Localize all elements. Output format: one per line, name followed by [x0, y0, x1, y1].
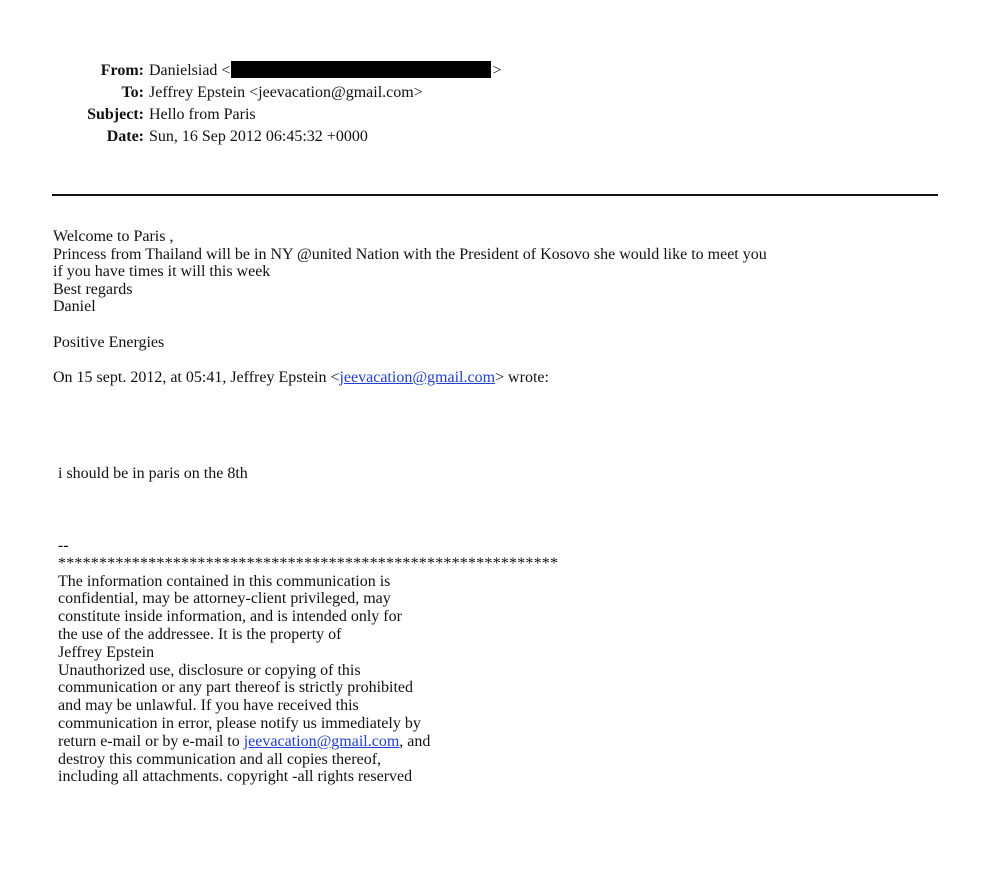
wrote-prefix: On 15 sept. 2012, at 05:41, Jeffrey Epstein <: [53, 369, 340, 386]
date-value: Sun, 16 Sep 2012 06:45:32 +0000: [149, 128, 368, 145]
star-divider: *************************************************************: [58, 554, 559, 572]
body-line: Welcome to Paris ,: [53, 228, 174, 245]
subject-value: Hello from Paris: [149, 106, 256, 123]
subject-label: Subject:: [87, 106, 144, 123]
disclaimer-line: The information contained in this communication is: [58, 572, 391, 590]
wrote-suffix: > wrote:: [495, 369, 549, 386]
disclaimer-line: destroy this communication and all copies thereof,: [58, 750, 382, 768]
date-label: Date:: [106, 128, 144, 145]
disclaimer-line: constitute inside information, and is intended only for: [58, 608, 402, 626]
disclaimer-block: [58, 537, 658, 786]
from-value-end: >: [492, 62, 502, 79]
body-line: Best regards: [53, 280, 133, 298]
email-link[interactable]: jeevacation@gmail.com: [339, 369, 496, 386]
disclaimer-line: and may be unlawful. If you have received this: [58, 697, 359, 715]
to-label: To:: [121, 84, 144, 101]
subject-row: [0, 104, 999, 126]
spacer: [53, 316, 953, 334]
from-label: From:: [100, 62, 144, 79]
from-row: [0, 60, 999, 82]
body-line: Princess from Thailand will be in NY @united Nation with the President of Kosovo she would like to meet you: [53, 245, 767, 263]
disclaimer-line: [58, 733, 658, 751]
to-row: [0, 82, 999, 104]
spacer: [53, 351, 953, 369]
to-value: Jeffrey Epstein <jeevacation@gmail.com>: [149, 84, 423, 101]
date-row: [0, 126, 999, 148]
disclaimer-line: communication in error, please notify us immediately by: [58, 714, 421, 732]
disclaimer-suffix: , and: [399, 732, 431, 750]
disclaimer-line: including all attachments. copyright -all rights reserved: [58, 768, 413, 786]
redaction-bar: [231, 61, 491, 78]
disclaimer-line: Unauthorized use, disclosure or copying of this: [58, 661, 361, 679]
email-header: [0, 60, 999, 148]
signature-dash: --: [58, 537, 69, 554]
disclaimer-line: the use of the addressee. It is the property of: [58, 625, 342, 643]
disclaimer-line: communication or any part thereof is strictly prohibited: [58, 679, 414, 697]
body-line: if you have times it will this week: [53, 263, 271, 280]
from-sender: Danielsiad <: [149, 62, 231, 79]
disclaimer-email-link[interactable]: jeevacation@gmail.com: [243, 732, 400, 750]
quoted-line: i should be in paris on the 8th: [58, 465, 248, 482]
email-body: [53, 228, 953, 387]
disclaimer-prefix: return e-mail or by e-mail to: [58, 732, 244, 750]
disclaimer-line: Jeffrey Epstein: [58, 643, 155, 661]
header-divider: [52, 194, 938, 196]
body-line: Daniel: [53, 298, 96, 315]
disclaimer-line: confidential, may be attorney-client privileged, may: [58, 590, 391, 608]
quoted-message: [58, 465, 758, 483]
from-value: [149, 60, 501, 82]
signature: Positive Energies: [53, 333, 165, 351]
wrote-line: [53, 369, 953, 387]
